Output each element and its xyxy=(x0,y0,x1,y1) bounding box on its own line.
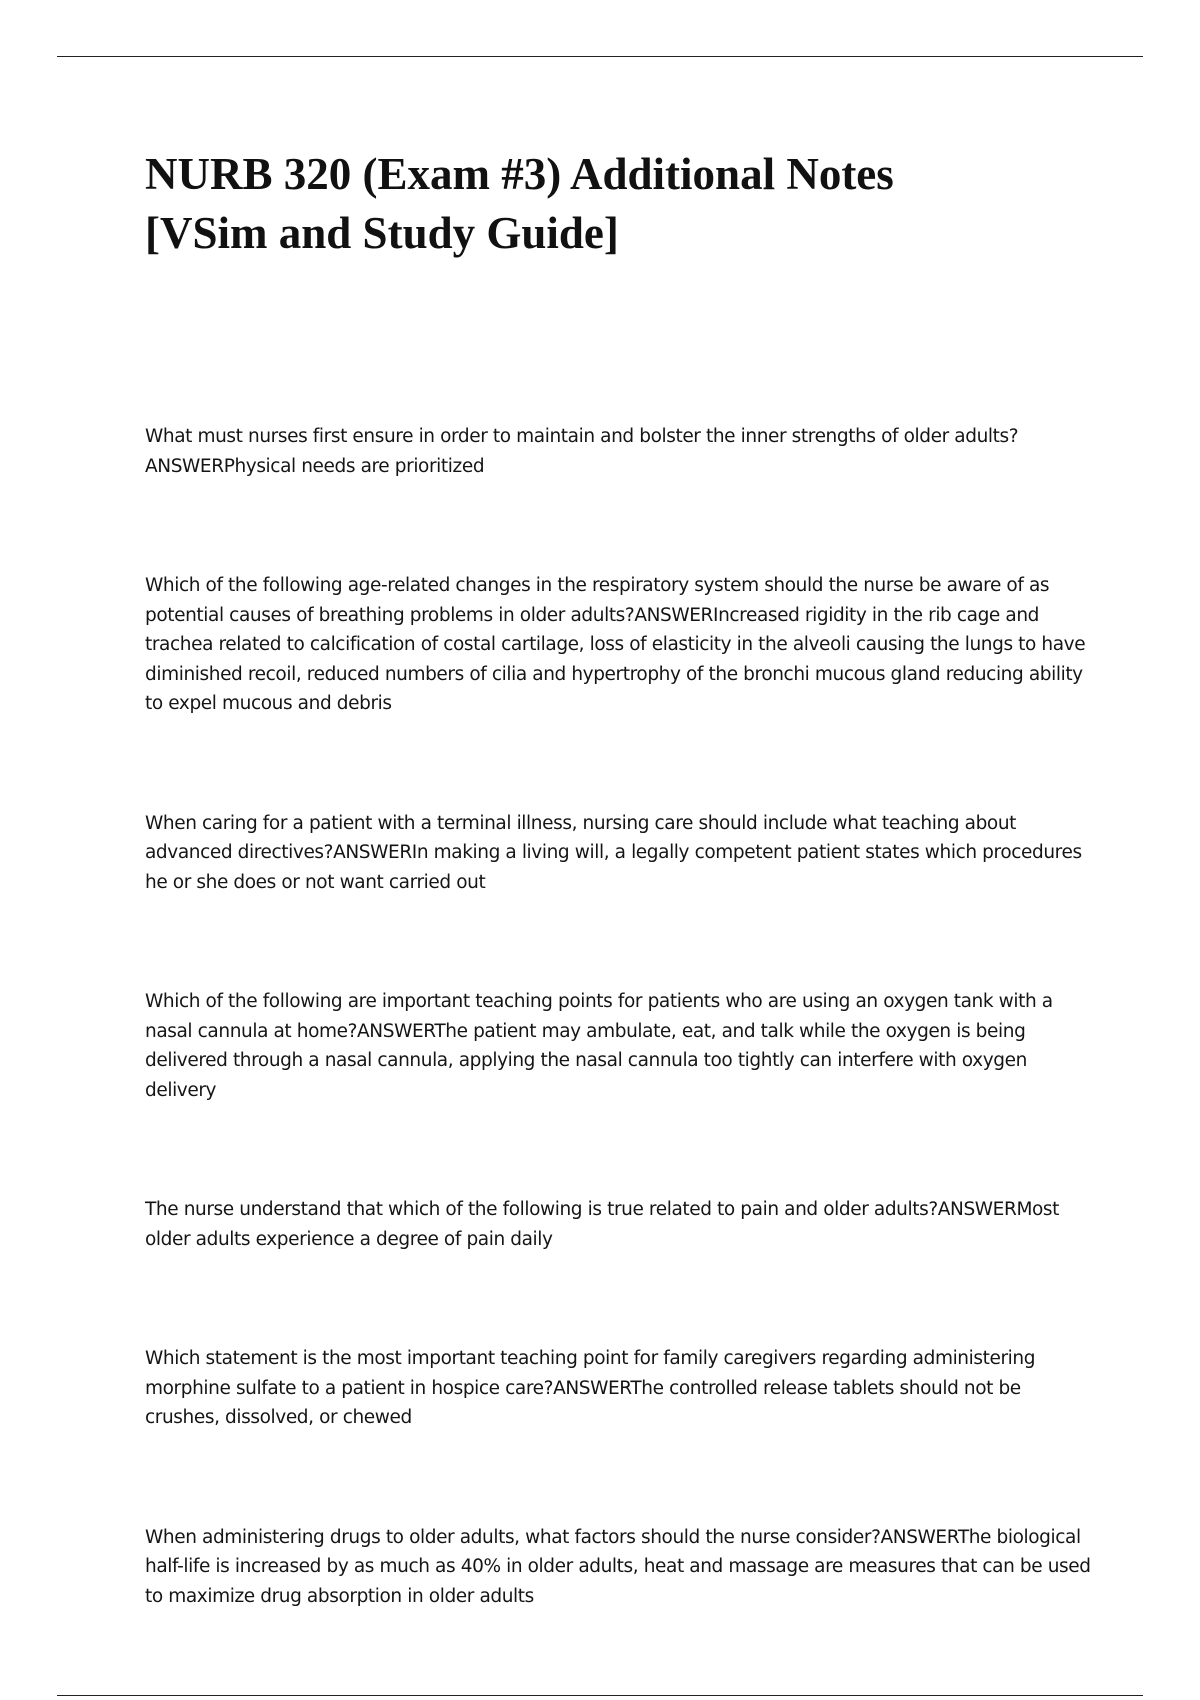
answer-text: The controlled release tablets should not be crushes, dissolved, or chewed xyxy=(145,1377,1021,1428)
top-rule xyxy=(57,56,1143,57)
question-text: What must nurses first ensure in order to maintain and bolster the inner strengths of older adults? xyxy=(145,426,1019,447)
question-text: The nurse understand that which of the following is true related to pain and older adults? xyxy=(145,1199,938,1220)
answer-label: ANSWER xyxy=(880,1526,958,1548)
answer-text: The biological half-life is increased by as much as 40% in older adults, heat and massage are measures that can be used to maximize drug absorption in older adults xyxy=(145,1526,1091,1607)
answer-label: ANSWER xyxy=(145,455,224,477)
qa-item xyxy=(145,1195,1095,1254)
answer-text: Increased rigidity in the rib cage and trachea related to calcification of costal cartilage, loss of elasticity in the alveoli causing the lungs to have diminished recoil, reduced numbers of cilia and hypertrophy of the bronchi mucous gland reducing ability to expel mucous and debris xyxy=(145,604,1086,714)
answer-text: Most older adults experience a degree of pain daily xyxy=(145,1199,1060,1250)
question-text: Which of the following age-related changes in the respiratory system should the nurse be aware of as potential causes of breathing problems in older adults? xyxy=(145,575,1050,626)
document-title xyxy=(145,145,1085,263)
answer-label: ANSWER xyxy=(937,1199,1017,1220)
answer-label: ANSWER xyxy=(357,1020,435,1042)
qa-item xyxy=(145,571,1095,719)
answer-text: Physical needs are prioritized xyxy=(223,455,485,477)
qa-item xyxy=(145,1523,1095,1612)
question-text: When administering drugs to older adults, what factors should the nurse consider? xyxy=(145,1526,881,1548)
question-text: Which statement is the most important teaching point for family caregivers regarding administering morphine sulfate to a patient in hospice care? xyxy=(145,1348,1036,1399)
qa-item xyxy=(145,422,1095,481)
answer-label: ANSWER xyxy=(333,842,412,863)
question-text: Which of the following are important teaching points for patients who are using an oxygen tank with a nasal cannula at home? xyxy=(145,991,1053,1042)
answer-label: ANSWER xyxy=(634,604,714,626)
question-text: When caring for a patient with a terminal illness, nursing care should include what teaching about advanced directives? xyxy=(145,812,1017,863)
qa-item xyxy=(145,809,1095,898)
title-line-2: [VSim and Study Guide] xyxy=(145,208,619,258)
qa-item xyxy=(145,987,1095,1105)
answer-text: The patient may ambulate, eat, and talk while the oxygen is being delivered through a nasal cannula, applying the nasal cannula too tightly can interfere with oxygen delivery xyxy=(145,1020,1027,1101)
qa-list xyxy=(145,422,1095,1611)
answer-text: In making a living will, a legally competent patient states which procedures he or she does or not want carried out xyxy=(145,842,1082,893)
answer-label: ANSWER xyxy=(553,1377,631,1399)
bottom-rule xyxy=(57,1695,1143,1696)
title-line-1: NURB 320 (Exam #3) Additional Notes xyxy=(145,149,894,199)
qa-item xyxy=(145,1344,1095,1433)
